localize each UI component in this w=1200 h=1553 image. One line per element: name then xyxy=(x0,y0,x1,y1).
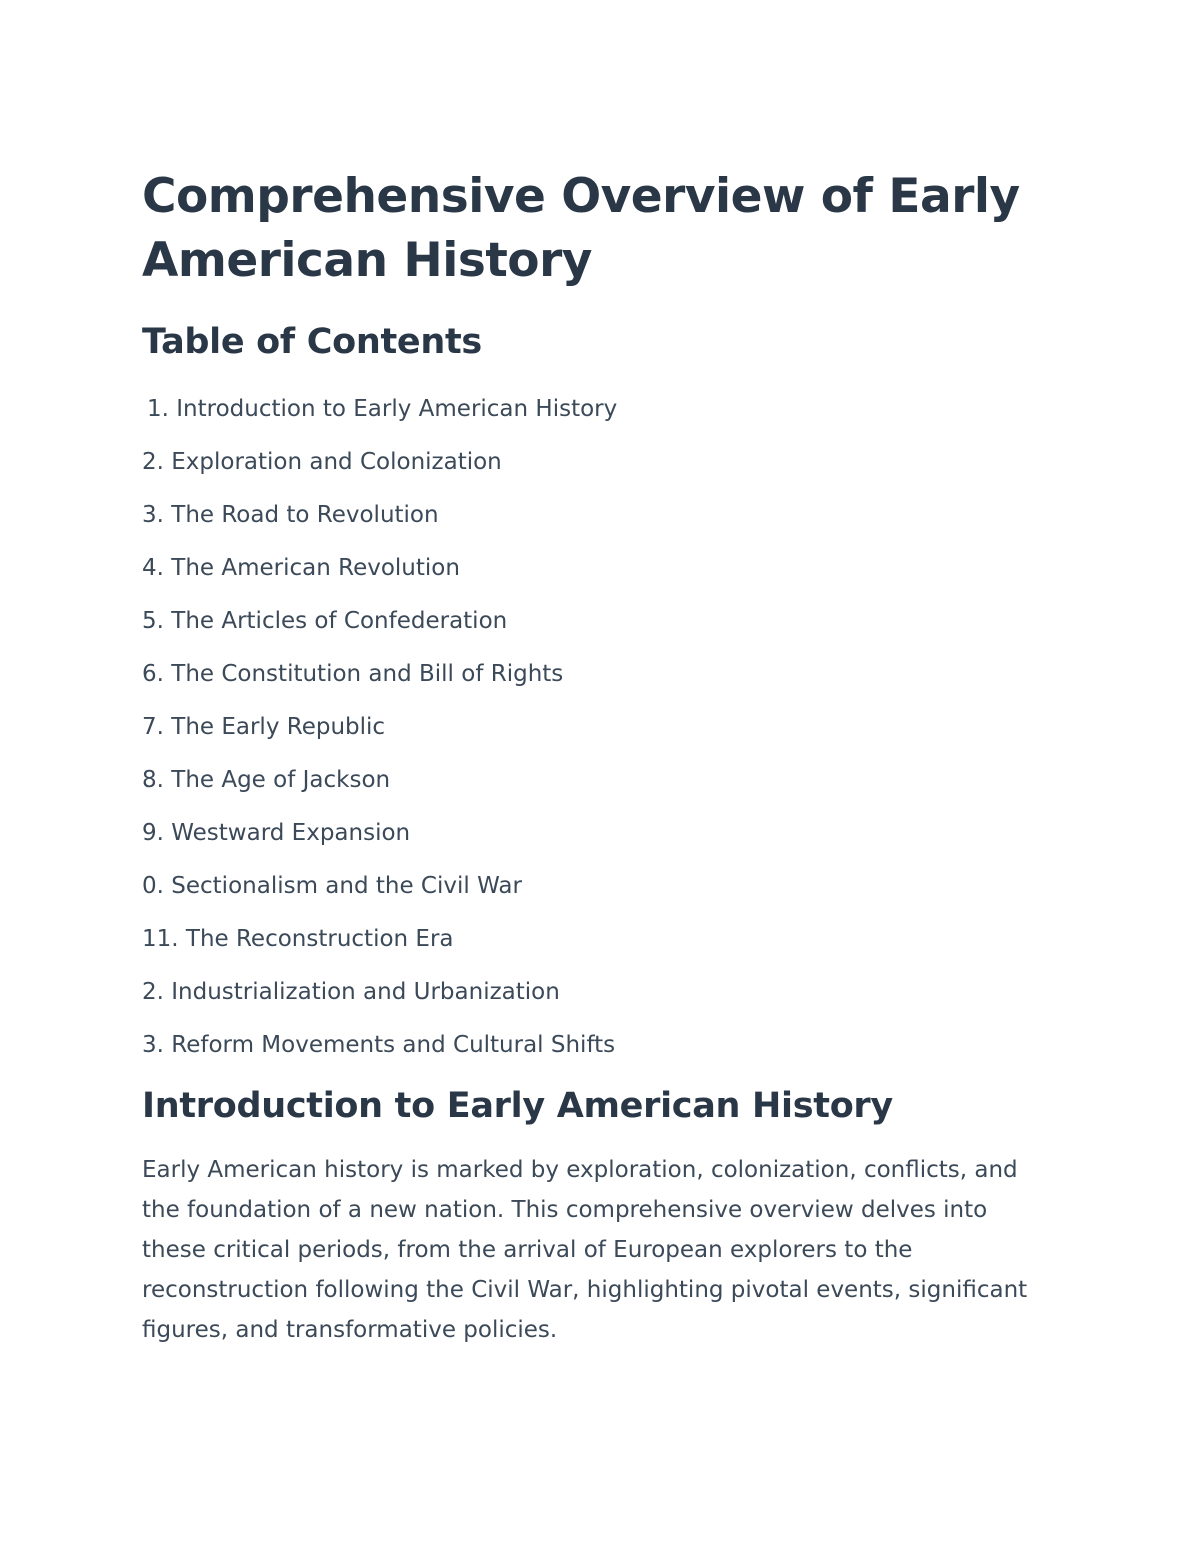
toc-item-label: The American Revolution xyxy=(171,555,460,581)
toc-item-label: Westward Expansion xyxy=(171,820,411,846)
toc-item-number: 9. xyxy=(142,820,164,846)
toc-item-number: 3. xyxy=(142,1032,164,1058)
toc-item[interactable] xyxy=(142,595,1042,648)
intro-paragraph: Early American history is marked by exploration, colonization, conflicts, and the foundation of a new nation. This comprehensive overview delves into these critical periods, from the arrival of European explorers to the reconstruction following the Civil War, highlighting pivotal events, significant figures, and transformative policies. xyxy=(142,1157,1028,1343)
toc-item-label: The Early Republic xyxy=(171,714,386,740)
toc-item-number: 8. xyxy=(142,767,164,793)
toc-item-label: The Constitution and Bill of Rights xyxy=(171,661,564,687)
toc-item-label: Sectionalism and the Civil War xyxy=(171,873,522,899)
toc-item-number: 5. xyxy=(142,608,164,634)
toc-item[interactable] xyxy=(142,648,1042,701)
toc-item-number: 7. xyxy=(142,714,164,740)
toc-item-label: The Reconstruction Era xyxy=(185,926,454,952)
toc-item[interactable] xyxy=(142,701,1042,754)
toc-item-label: Exploration and Colonization xyxy=(171,449,502,475)
toc-item-number: 11. xyxy=(142,926,179,952)
toc-item-label: The Articles of Confederation xyxy=(171,608,508,634)
toc-item-label: Industrialization and Urbanization xyxy=(171,979,560,1005)
toc-item[interactable] xyxy=(142,383,1042,436)
toc-item[interactable] xyxy=(142,1019,1042,1072)
toc-item-label: Reform Movements and Cultural Shifts xyxy=(171,1032,616,1058)
toc-item-number: 6. xyxy=(142,661,164,687)
toc-item-number: 2. xyxy=(142,449,164,475)
toc-item-label: The Road to Revolution xyxy=(171,502,439,528)
toc-item[interactable] xyxy=(142,754,1042,807)
toc-item-label: Introduction to Early American History xyxy=(176,396,618,422)
section-heading-introduction: Introduction to Early American History xyxy=(142,1086,893,1126)
toc-item[interactable] xyxy=(142,860,1042,913)
document-page xyxy=(142,165,1042,1350)
toc-item[interactable] xyxy=(142,966,1042,1019)
toc-item[interactable] xyxy=(142,542,1042,595)
toc-item-number: 1. xyxy=(147,396,169,422)
document-title: Comprehensive Overview of Early American History xyxy=(142,169,1020,288)
toc-item-number: 3. xyxy=(142,502,164,528)
toc-item[interactable] xyxy=(142,913,1042,966)
toc-item-number: 2. xyxy=(142,979,164,1005)
toc-item[interactable] xyxy=(142,436,1042,489)
toc-heading: Table of Contents xyxy=(142,322,482,362)
toc-item[interactable] xyxy=(142,489,1042,542)
toc-list xyxy=(142,383,1042,1072)
toc-item-label: The Age of Jackson xyxy=(171,767,391,793)
toc-item[interactable] xyxy=(142,807,1042,860)
toc-item-number: 0. xyxy=(142,873,164,899)
toc-item-number: 4. xyxy=(142,555,164,581)
